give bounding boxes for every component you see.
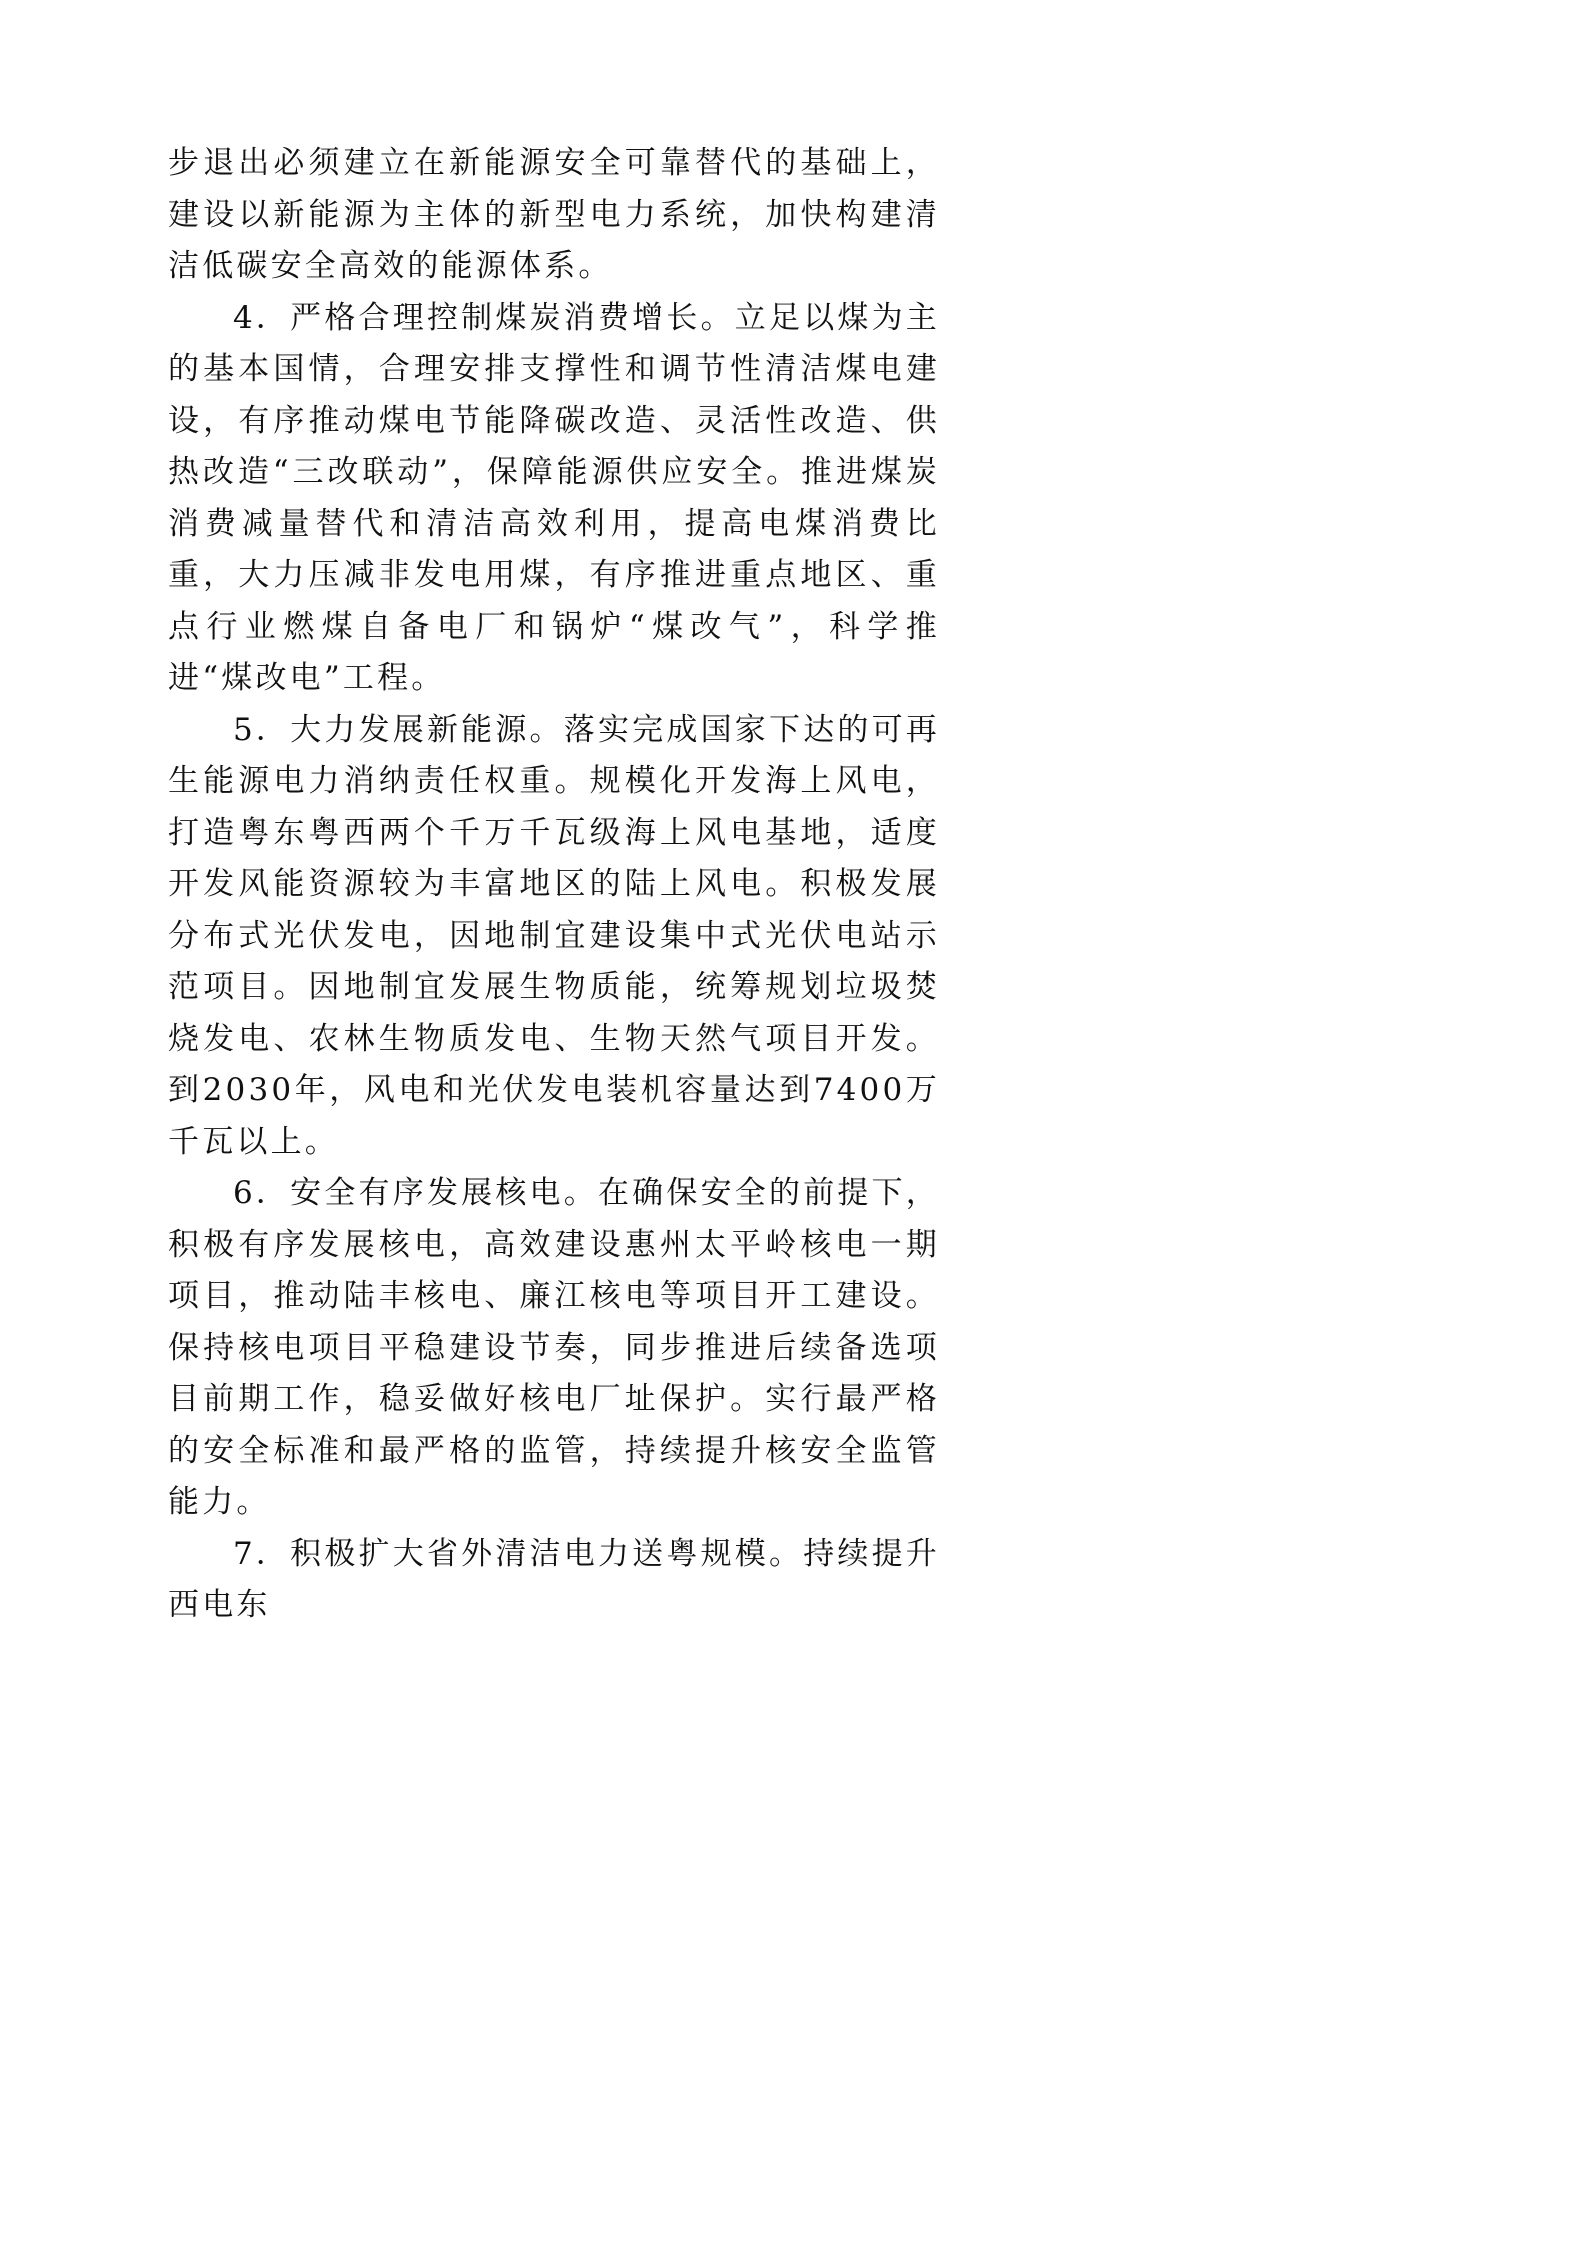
paragraph-item-4-coal-consumption: 4．严格合理控制煤炭消费增长。立足以煤为主的基本国情，合理安排支撑性和调节性清洁煤电建设，有序推动煤电节能降碳改造、灵活性改造、供热改造“三改联动”，保障能源供应安全。推进煤炭消费减量替代和清洁高效利用，提高电煤消费比重，大力压减非发电用煤，有序推进重点地区、重点行业燃煤自备电厂和锅炉“煤改气”，科学推进“煤改电”工程。 (168, 299, 940, 696)
paragraph-item-7-clean-power-import: 7．积极扩大省外清洁电力送粤规模。持续提升西电东 (168, 1535, 940, 1623)
document-body (168, 138, 940, 1632)
paragraph-item-5-new-energy: 5．大力发展新能源。落实完成国家下达的可再生能源电力消纳责任权重。规模化开发海上风电，打造粤东粤西两个千万千瓦级海上风电基地，适度开发风能资源较为丰富地区的陆上风电。积极发展分布式光伏发电，因地制宜建设集中式光伏电站示范项目。因地制宜发展生物质能，统筹规划垃圾焚烧发电、农林生物质发电、生物天然气项目开发。到2030年，风电和光伏发电装机容量达到7400万千瓦以上。 (168, 711, 940, 1160)
paragraph-item-6-nuclear-power: 6．安全有序发展核电。在确保安全的前提下，积极有序发展核电，高效建设惠州太平岭核电一期项目，推动陆丰核电、廉江核电等项目开工建设。保持核电项目平稳建设节奏，同步推进后续备选项目前期工作，稳妥做好核电厂址保护。实行最严格的安全标准和最严格的监管，持续提升核安全监管能力。 (168, 1175, 940, 1520)
paragraph-continued-intro: 步退出必须建立在新能源安全可靠替代的基础上，建设以新能源为主体的新型电力系统，加快构建清洁低碳安全高效的能源体系。 (168, 145, 940, 284)
